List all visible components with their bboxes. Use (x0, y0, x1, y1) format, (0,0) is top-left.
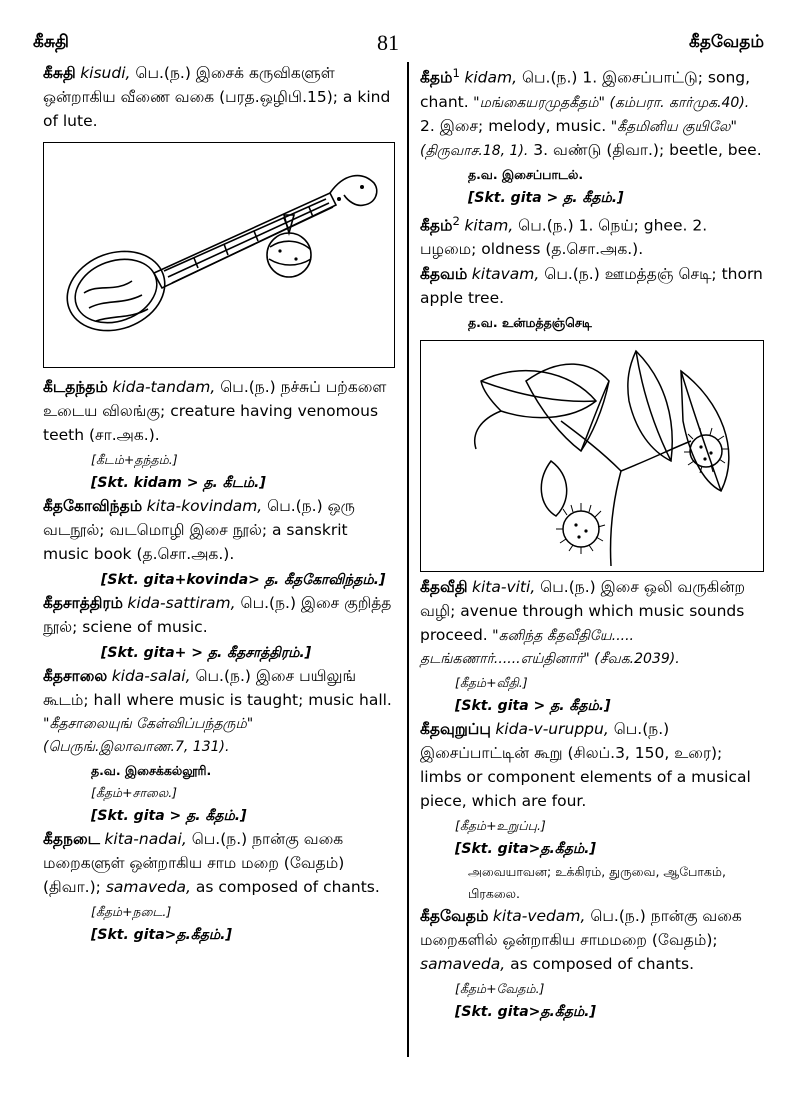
page-header (0, 30, 800, 62)
definition: பெ.(ந.) 1. நெய்; ghee. 2. பழமை; oldness (த.சொ.அக.). (420, 216, 708, 259)
transliteration: kisudi, (80, 64, 131, 82)
headword: கீதகோவிந்தம் (43, 497, 143, 515)
entry-kita-vedam (420, 905, 764, 977)
transliteration: kida-sattiram, (127, 594, 236, 612)
thorn-apple-drawing (421, 341, 763, 571)
transliteration: kida-tandam, (112, 378, 216, 396)
etymology-sanskrit: [Skt. gita > த. கீதம்.] (468, 189, 624, 206)
homonym-number: 1 (452, 66, 460, 80)
definition: பெ.(ந.) ஊமத்தஞ் செடி; thorn apple tree. (420, 265, 763, 308)
etymology-tamil: [கீதம்+சாலை.] (91, 785, 178, 800)
citation-quote: "கனிந்த கீதவீதியே..... தடங்கணார்......எய்தினார்" (சீவக.2039). (420, 628, 680, 668)
definition: பெ.(ந.) ஒரு வடநூல்; வடமொழி இசை நூல்; a sanskrit music book (த.சொ.அக.). (43, 497, 355, 563)
transliteration: kitam, (464, 216, 514, 235)
transliteration: kita-kovindam, (146, 497, 263, 515)
definition: பெ.(ந.) இசைப்பாட்டின் கூறு (சிலப்.3, 150, உரை); limbs or component elements of a musical piece, which are four. (420, 720, 751, 811)
transliteration: kita-vedam, (492, 907, 586, 926)
headword: கீதம் (420, 68, 453, 87)
etymology-tamil: [கீதம்+வேதம்.] (455, 981, 545, 997)
transliteration: kida-salai, (111, 667, 191, 685)
headword: கீதவம் (420, 265, 468, 284)
definition: பெ.(ந.) நான்கு வகை மறைகளில் ஒன்றாகிய சாமமறை (வேதம்); (420, 907, 742, 950)
definition: பெ.(ந.) நான்கு வகை மறைகளுள் ஒன்றாகிய சாம மறை (வேதம்) (திவா.); (43, 830, 345, 896)
entry-kida-salai (43, 665, 395, 759)
headword: கீதவீதி (420, 578, 468, 597)
tamil-equivalent: த.வ. உன்மத்தஞ்செடி (468, 315, 592, 331)
right-column (420, 62, 764, 1024)
etymology-sanskrit: [Skt. gita > த. கீதம்.] (91, 808, 247, 824)
thorn-apple-illustration (420, 340, 764, 572)
etymology-sanskrit: [Skt. gita+kovinda> த. கீதகோவிந்தம்.] (101, 572, 386, 588)
definition: பெ.(ந.) இசை ஒலி வருகின்ற வழி; avenue through which music sounds proceed. (420, 578, 746, 645)
transliteration: kidam, (464, 68, 518, 87)
transliteration: kitavam, (471, 265, 540, 284)
headword: கீடதந்தம் (43, 378, 108, 396)
veena-illustration (43, 142, 395, 368)
explanatory-note: அவையாவன; உக்கிரம், துருவை, ஆபோகம், பிரகலை. (468, 864, 726, 902)
definition: பெ.(ந.) 1. இசைப்பாட்டு; song, chant. (420, 68, 751, 111)
headword: கீதவுறுப்பு (420, 720, 491, 739)
definition-continued: as composed of chants. (505, 955, 695, 974)
etymology-sanskrit: [Skt. kidam > த. கீடம்.] (91, 475, 266, 491)
definition: பெ.(ந.) இசை பயிலுங் கூடம்; hall where music is taught; music hall. (43, 667, 392, 709)
left-column (43, 62, 395, 947)
column-divider (407, 62, 409, 1057)
page-number: 81 (377, 30, 399, 55)
headword: கீதசாத்திரம் (43, 594, 123, 612)
etymology-sanskrit: [Skt. gita>த.கீதம்.] (455, 841, 596, 858)
veena-drawing (44, 143, 394, 367)
definition-sense-2: 2. இசை; melody, music. (420, 116, 607, 135)
transliteration: kita-nadai, (104, 830, 187, 848)
entry-kitam-2 (420, 210, 764, 263)
etymology-sanskrit: [Skt. gita>த.கீதம்.] (455, 1004, 596, 1021)
entry-kida-v-uruppu (420, 718, 764, 814)
headword: கீதம் (420, 216, 453, 235)
headword: கீதவேதம் (420, 907, 489, 926)
citation-quote: "கீதசாலையுங் கேள்விப்பந்தரும்" (பெருங்.இலாவாண.7, 131). (43, 716, 254, 755)
citation-quote-2: "கீதமினிய குயிலே" (திருவாச.18, 1). (420, 118, 737, 159)
entry-kidam-1 (420, 62, 764, 163)
homonym-number: 2 (452, 213, 460, 228)
header-last-word: கீதவேதம் (688, 32, 764, 52)
entry-kida-tandam (43, 376, 395, 448)
transliteration: kita-viti, (472, 578, 536, 597)
definition: பெ.(ந.) இசைக் கருவிகளுள் ஒன்றாகிய வீணை வகை (பரத.ஒழிபி.15); a kind of lute. (43, 64, 391, 130)
entry-kita-viti (420, 576, 764, 671)
etymology-sanskrit: [Skt. gita>த.கீதம்.] (91, 927, 232, 943)
entry-kita-kovindam (43, 495, 395, 567)
transliteration-secondary: samaveda, (420, 955, 506, 974)
entry-kitavam (420, 263, 764, 311)
definition-continued: as composed of chants. (190, 878, 380, 896)
definition: பெ.(ந.) நச்சுப் பற்களை உடைய விலங்கு; creature having venomous teeth (சா.அக.). (43, 378, 387, 444)
headword: கீதநடை (43, 830, 100, 848)
header-first-word: கீசுதி (33, 32, 69, 52)
tamil-equivalent: த.வ. இசைப்பாடல். (468, 166, 584, 182)
etymology-tamil: [கீதம்+நடை.] (91, 904, 172, 919)
citation-quote: "மங்கையரமுதகீதம்" (கம்பரா. கார்முக.40). (468, 94, 750, 111)
entry-kida-sattiram (43, 592, 395, 640)
transliteration-secondary: samaveda, (100, 878, 191, 896)
headword: கீசுதி (43, 64, 76, 82)
etymology-sanskrit: [Skt. gita+ > த. கீதசாத்திரம்.] (101, 645, 312, 661)
etymology-tamil: [கீடம்+தந்தம்.] (91, 452, 178, 467)
entry-kita-nadai (43, 828, 395, 900)
headword: கீதசாலை (43, 667, 108, 685)
definition: பெ.(ந.) இசை குறித்த நூல்; sciene of music. (43, 594, 392, 636)
etymology-tamil: [கீதம்+உறுப்பு.] (455, 818, 546, 834)
tamil-equivalent: த.வ. இசைக்கல்லூரி. (91, 763, 212, 778)
transliteration: kida-v-uruppu, (495, 720, 609, 739)
etymology-tamil: [கீதம்+வீதி.] (455, 675, 528, 691)
definition-sense-3: 3. வண்டு (திவா.); beetle, bee. (528, 140, 762, 159)
entry-kisudi (43, 62, 395, 134)
etymology-sanskrit: [Skt. gita > த. கீதம்.] (455, 698, 611, 715)
